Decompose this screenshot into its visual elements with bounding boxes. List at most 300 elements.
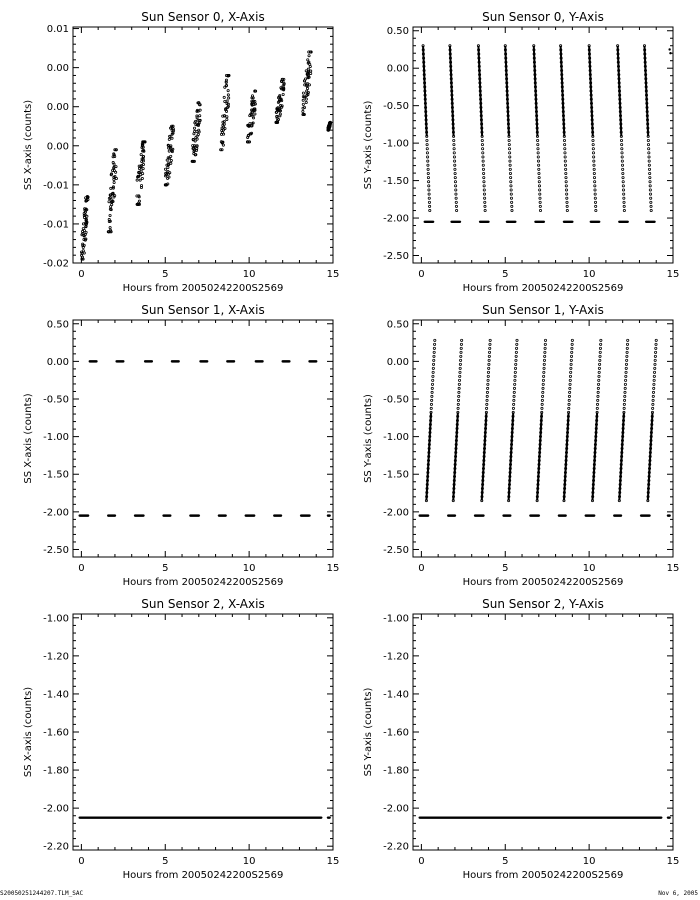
footer-filename: S20050251244207.TLM_SAC <box>0 890 84 897</box>
data-point <box>460 343 462 345</box>
data-point <box>539 189 541 191</box>
data-point <box>428 197 430 199</box>
plot-frame <box>413 614 673 850</box>
data-point <box>113 178 115 180</box>
data-point <box>279 115 281 117</box>
data-point <box>142 167 144 169</box>
data-point <box>544 351 546 353</box>
data-point <box>594 197 596 199</box>
data-point <box>537 144 539 146</box>
data-point <box>538 164 540 166</box>
data-point <box>142 160 144 162</box>
data-point <box>668 48 670 50</box>
data-series-0 <box>425 339 657 501</box>
data-point <box>515 363 517 365</box>
data-point <box>166 177 168 179</box>
x-tick-label: 15 <box>666 269 680 280</box>
data-point <box>653 379 655 381</box>
data-point <box>654 359 656 361</box>
data-point <box>650 209 652 211</box>
data-point <box>427 172 429 174</box>
data-point <box>542 387 544 389</box>
data-point <box>625 375 627 377</box>
data-point <box>428 201 430 203</box>
data-point <box>307 59 309 61</box>
data-point <box>622 185 624 187</box>
data-point <box>488 359 490 361</box>
data-point <box>140 153 142 155</box>
data-point <box>625 367 627 369</box>
data-point <box>516 339 518 341</box>
data-point <box>192 139 194 141</box>
data-point <box>453 139 455 141</box>
y-tick-label: 0.01 <box>46 24 69 36</box>
y-tick-label: -1.50 <box>383 469 409 481</box>
data-point <box>565 181 567 183</box>
data-point <box>141 177 143 179</box>
data-point <box>622 181 624 183</box>
x-tick-label: 15 <box>326 563 340 574</box>
data-point <box>427 160 429 162</box>
y-tick-label: -1.50 <box>383 176 409 188</box>
y-axis-label: SS Y-axis (counts) <box>363 394 374 483</box>
data-point <box>433 359 435 361</box>
data-point <box>647 139 649 141</box>
data-point <box>277 118 279 120</box>
chart-panel-3 <box>363 303 679 588</box>
data-point <box>513 403 515 405</box>
data-point <box>251 125 253 127</box>
data-point <box>227 90 229 92</box>
y-tick-label: -2.00 <box>43 507 69 519</box>
y-tick-label: -2.00 <box>383 213 409 225</box>
data-point <box>310 72 312 74</box>
y-tick-label: 0.00 <box>46 356 69 368</box>
data-point <box>199 115 201 117</box>
data-point <box>649 189 651 191</box>
data-point <box>569 383 571 385</box>
data-point <box>623 201 625 203</box>
data-point <box>482 168 484 170</box>
data-point <box>430 407 432 409</box>
y-tick-label: 0.00 <box>46 141 69 153</box>
data-point <box>564 148 566 150</box>
data-point <box>593 164 595 166</box>
data-point <box>600 339 602 341</box>
data-point <box>598 379 600 381</box>
y-axis-label: SS X-axis (counts) <box>23 393 34 484</box>
data-point <box>196 130 198 132</box>
data-point <box>481 144 483 146</box>
data-point <box>169 172 171 174</box>
data-point <box>592 139 594 141</box>
data-point <box>168 150 170 152</box>
data-point <box>428 193 430 195</box>
data-points <box>420 339 670 515</box>
data-point <box>487 375 489 377</box>
data-point <box>538 168 540 170</box>
data-point <box>539 205 541 207</box>
data-point <box>458 383 460 385</box>
data-point <box>594 201 596 203</box>
data-point <box>594 185 596 187</box>
chart-title: Sun Sensor 0, X-Axis <box>141 10 265 24</box>
data-point <box>650 201 652 203</box>
data-point <box>222 144 224 146</box>
data-point <box>109 214 111 216</box>
plot-frame <box>73 27 333 263</box>
data-point <box>565 189 567 191</box>
data-point <box>570 355 572 357</box>
x-tick-label: 15 <box>326 856 340 867</box>
data-point <box>649 193 651 195</box>
data-point <box>276 115 278 117</box>
data-point <box>426 156 428 158</box>
data-point <box>625 379 627 381</box>
x-tick-label: 5 <box>502 856 509 867</box>
x-tick-label: 10 <box>242 856 256 867</box>
data-point <box>167 166 169 168</box>
data-point <box>167 183 169 185</box>
data-point <box>459 367 461 369</box>
data-ramp-dense <box>592 412 597 500</box>
data-point <box>543 359 545 361</box>
data-series-0 <box>80 51 331 260</box>
chart-title: Sun Sensor 1, Y-Axis <box>482 303 604 317</box>
y-axis-label: SS Y-axis (counts) <box>363 687 374 777</box>
x-tick-label: 0 <box>418 856 425 867</box>
data-point <box>626 347 628 349</box>
data-point <box>224 100 226 102</box>
data-point <box>542 391 544 393</box>
data-point <box>564 160 566 162</box>
data-point <box>592 148 594 150</box>
y-tick-label: -0.50 <box>43 394 69 406</box>
data-point <box>453 148 455 150</box>
y-tick-label: -1.60 <box>383 727 409 739</box>
data-point <box>484 197 486 199</box>
data-point <box>432 379 434 381</box>
data-point <box>648 160 650 162</box>
data-point <box>570 371 572 373</box>
data-point <box>654 351 656 353</box>
data-point <box>571 347 573 349</box>
data-point <box>483 176 485 178</box>
data-point <box>654 355 656 357</box>
x-axis-label: Hours from 20050242200S2569 <box>122 283 284 294</box>
data-point <box>434 339 436 341</box>
y-tick-label: -0.50 <box>383 394 409 406</box>
data-point <box>652 391 654 393</box>
data-point <box>489 347 491 349</box>
data-point <box>165 174 167 176</box>
data-point <box>539 201 541 203</box>
data-point <box>302 99 304 101</box>
data-point <box>251 95 253 97</box>
data-ramp-dense <box>619 412 624 500</box>
data-point <box>570 367 572 369</box>
y-axis-label: SS X-axis (counts) <box>23 99 34 191</box>
data-point <box>482 164 484 166</box>
data-point <box>623 197 625 199</box>
data-point <box>432 367 434 369</box>
data-point <box>514 367 516 369</box>
data-point <box>623 209 625 211</box>
data-point <box>568 395 570 397</box>
data-point <box>652 395 654 397</box>
data-point <box>308 55 310 57</box>
data-point <box>569 379 571 381</box>
data-point <box>168 138 170 140</box>
data-point <box>596 407 598 409</box>
data-point <box>564 164 566 166</box>
data-point <box>309 51 311 53</box>
data-point <box>593 156 595 158</box>
data-point <box>571 339 573 341</box>
data-point <box>196 138 198 140</box>
data-point <box>543 367 545 369</box>
data-point <box>593 168 595 170</box>
data-point <box>621 144 623 146</box>
data-point <box>626 359 628 361</box>
data-point <box>511 209 513 211</box>
plot-frame <box>413 320 673 557</box>
data-point <box>431 399 433 401</box>
data-point <box>510 185 512 187</box>
data-point <box>489 343 491 345</box>
data-point <box>620 139 622 141</box>
data-point <box>275 111 277 113</box>
data-point <box>431 391 433 393</box>
data-point <box>510 176 512 178</box>
data-point <box>223 123 225 125</box>
data-point <box>199 119 201 121</box>
data-point <box>433 343 435 345</box>
data-point <box>196 115 198 117</box>
data-point <box>539 193 541 195</box>
data-point <box>669 52 671 54</box>
data-point <box>193 127 195 129</box>
data-point <box>623 403 625 405</box>
data-point <box>539 209 541 211</box>
data-point <box>622 168 624 170</box>
data-point <box>564 152 566 154</box>
data-point <box>511 201 513 203</box>
data-point <box>648 164 650 166</box>
data-point <box>427 176 429 178</box>
data-point <box>568 407 570 409</box>
data-point <box>595 209 597 211</box>
data-point <box>453 144 455 146</box>
data-point <box>249 133 251 135</box>
data-point <box>543 375 545 377</box>
data-point <box>655 339 657 341</box>
footer-date: Nov 6, 2005 <box>658 890 698 897</box>
data-point <box>164 168 166 170</box>
data-point <box>538 172 540 174</box>
y-tick-label: 0.50 <box>386 26 409 38</box>
y-tick-label: -0.02 <box>43 258 69 270</box>
data-point <box>108 201 110 203</box>
data-point <box>570 363 572 365</box>
data-point <box>247 136 249 138</box>
data-point <box>509 160 511 162</box>
data-point <box>513 387 515 389</box>
data-point <box>198 104 200 106</box>
data-point <box>302 107 304 109</box>
data-point <box>563 139 565 141</box>
data-point <box>194 154 196 156</box>
data-point <box>226 116 228 118</box>
data-point <box>459 359 461 361</box>
data-point <box>225 81 227 83</box>
data-point <box>542 383 544 385</box>
data-point <box>140 184 142 186</box>
data-point <box>650 205 652 207</box>
data-point <box>107 231 109 233</box>
data-point <box>455 201 457 203</box>
y-tick-label: -2.50 <box>383 544 409 556</box>
data-point <box>487 383 489 385</box>
y-tick-label: -1.20 <box>43 651 69 663</box>
data-point <box>570 359 572 361</box>
data-point <box>539 197 541 199</box>
data-point <box>84 211 86 213</box>
data-point <box>482 156 484 158</box>
data-point <box>252 117 254 119</box>
data-point <box>516 343 518 345</box>
data-point <box>484 209 486 211</box>
data-point <box>457 403 459 405</box>
x-tick-label: 0 <box>78 856 85 867</box>
data-point <box>306 87 308 89</box>
data-ramp-dense <box>564 412 569 500</box>
data-points <box>422 45 672 222</box>
data-point <box>537 139 539 141</box>
data-point <box>538 176 540 178</box>
data-point <box>427 168 429 170</box>
data-point <box>564 144 566 146</box>
data-point <box>510 181 512 183</box>
data-point <box>625 363 627 365</box>
y-tick-label: -1.50 <box>43 469 69 481</box>
chart-panel-4 <box>23 597 339 881</box>
data-ramp-dense <box>648 412 653 500</box>
data-point <box>647 144 649 146</box>
y-tick-label: 0.00 <box>386 356 409 368</box>
x-tick-label: 15 <box>666 563 680 574</box>
data-point <box>432 375 434 377</box>
data-series-0 <box>422 45 672 212</box>
data-point <box>432 363 434 365</box>
data-point <box>487 371 489 373</box>
x-tick-label: 15 <box>326 269 340 280</box>
data-point <box>428 181 430 183</box>
x-tick-label: 0 <box>78 269 85 280</box>
data-point <box>599 347 601 349</box>
x-tick-label: 10 <box>582 563 596 574</box>
data-point <box>167 164 169 166</box>
data-point <box>622 172 624 174</box>
y-tick-label: -2.50 <box>383 251 409 263</box>
data-point <box>508 148 510 150</box>
data-point <box>569 375 571 377</box>
data-point <box>457 407 459 409</box>
data-point <box>481 139 483 141</box>
y-axis-label: SS X-axis (counts) <box>23 686 34 778</box>
data-point <box>544 343 546 345</box>
data-point <box>428 189 430 191</box>
data-point <box>455 189 457 191</box>
data-point <box>170 159 172 161</box>
data-point <box>142 155 144 157</box>
data-point <box>514 375 516 377</box>
data-point <box>544 355 546 357</box>
chart-panel-5 <box>363 597 679 881</box>
data-point <box>568 399 570 401</box>
data-point <box>653 375 655 377</box>
data-point <box>282 93 284 95</box>
data-point <box>648 148 650 150</box>
data-point <box>83 216 85 218</box>
plot-frame <box>73 614 333 850</box>
data-point <box>454 181 456 183</box>
data-point <box>80 254 82 256</box>
data-point <box>537 156 539 158</box>
data-point <box>621 148 623 150</box>
data-point <box>513 391 515 393</box>
data-point <box>166 159 168 161</box>
data-point <box>568 403 570 405</box>
data-point <box>624 387 626 389</box>
x-tick-label: 10 <box>242 563 256 574</box>
data-point <box>228 97 230 99</box>
data-point <box>431 383 433 385</box>
data-point <box>621 160 623 162</box>
data-point <box>537 160 539 162</box>
y-tick-label: -1.80 <box>383 765 409 777</box>
data-point <box>653 387 655 389</box>
data-point <box>458 395 460 397</box>
data-point <box>169 135 171 137</box>
data-point <box>599 363 601 365</box>
y-tick-label: -1.00 <box>383 613 409 625</box>
y-tick-label: 0.00 <box>46 102 69 114</box>
y-tick-label: -2.00 <box>43 803 69 815</box>
data-point <box>597 383 599 385</box>
data-point <box>223 96 225 98</box>
data-point <box>192 145 194 147</box>
data-point <box>515 355 517 357</box>
data-point <box>115 177 117 179</box>
data-point <box>566 209 568 211</box>
data-point <box>140 170 142 172</box>
data-point <box>432 371 434 373</box>
data-point <box>626 355 628 357</box>
y-tick-label: -1.20 <box>383 651 409 663</box>
x-tick-label: 10 <box>242 269 256 280</box>
data-point <box>622 176 624 178</box>
x-tick-label: 5 <box>502 563 509 574</box>
data-point <box>543 363 545 365</box>
data-point <box>431 387 433 389</box>
data-point <box>653 371 655 373</box>
data-point <box>429 205 431 207</box>
data-point <box>655 347 657 349</box>
data-point <box>484 201 486 203</box>
x-axis-label: Hours from 20050242200S2569 <box>122 577 284 588</box>
data-point <box>513 399 515 401</box>
